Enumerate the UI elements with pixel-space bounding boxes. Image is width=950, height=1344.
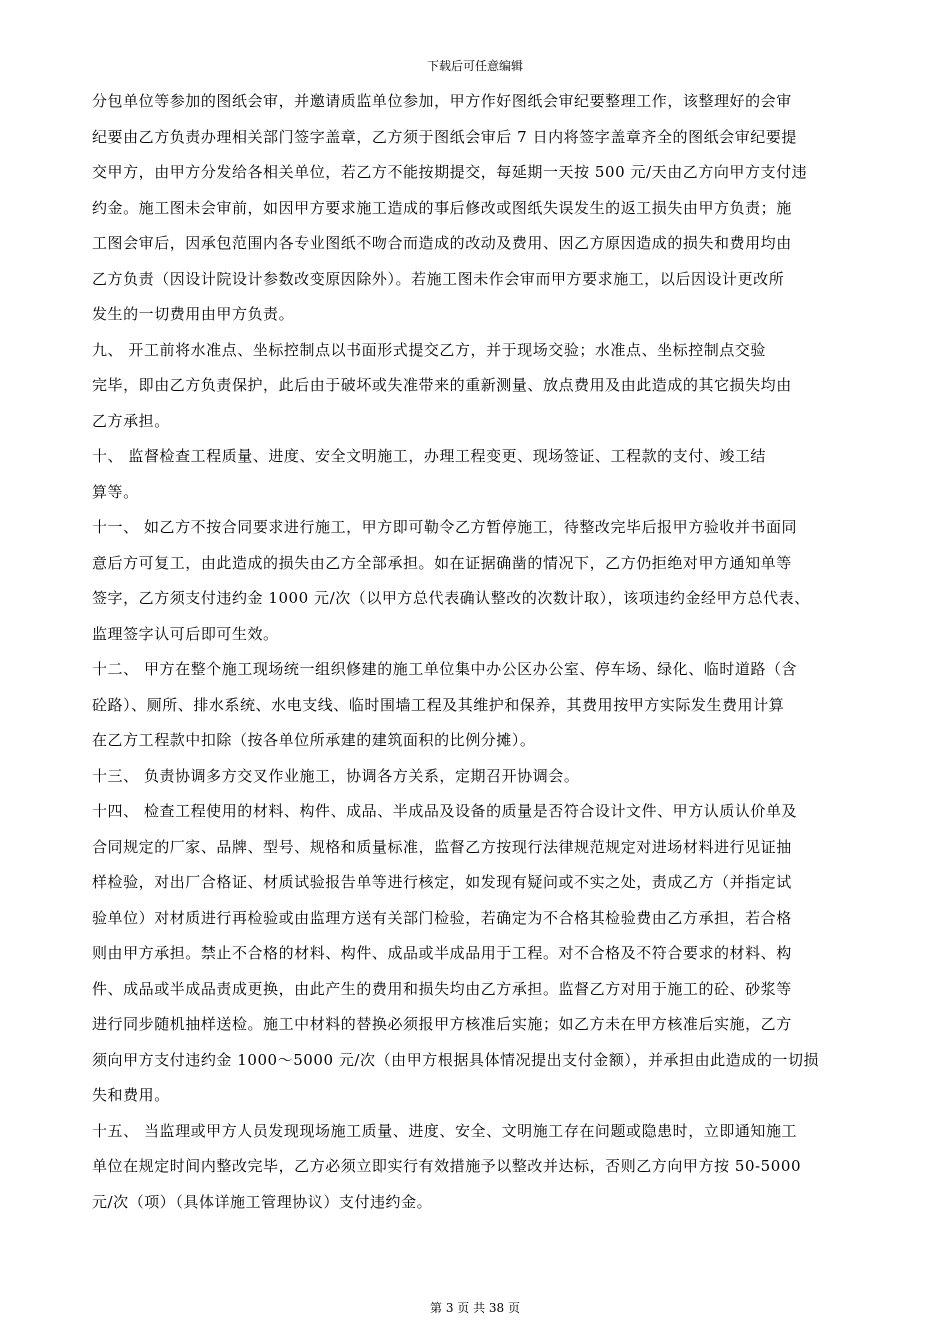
page-header: 下载后可任意编辑 [426,59,523,73]
text-line: 单位在规定时间内整改完毕，乙方必须立即实行有效措施予以整改并达标，否则乙方向甲方按 50-5000 [92,1157,802,1175]
text-line: 发生的一切费用由甲方负责。 [92,305,295,323]
text-line: 元/次（项）（具体详施工管理协议）支付违约金。 [92,1192,433,1211]
text-line: 签字，乙方须支付违约金 1000 元/次（以甲方总代表确认整改的次数计取），该项违约金经甲方总代表、 [92,589,810,607]
text-line: 监理签字认可后即可生效。 [92,624,279,643]
text-line: 乙方承担。 [92,411,170,430]
text-line: 验单位）对材质进行再检验或由监理方送有关部门检验，若确定为不合格其检验费由乙方承担，若合格 [92,908,792,927]
text-line: 砼路）、厕所、排水系统、水电支线、临时围墙工程及其维护和保养，其费用按甲方实际发生费用计算 [92,695,785,714]
text-line: 乙方负责（因设计院设计参数改变原因除外）。若施工图未作会审而甲方要求施工，以后因设计更改所 [92,269,785,288]
text-line: 十一、 如乙方不按合同要求进行施工，甲方即可勒令乙方暂停施工，待整改完毕后报甲方验收并书面同 [92,518,798,536]
text-line: 约金。施工图未会审前，如因甲方要求施工造成的事后修改或图纸失误发生的返工损失由甲方负责；施 [92,198,792,217]
text-line: 九、 开工前将水准点、坐标控制点以书面形式提交乙方，并于现场交验；水准点、坐标控制点交验 [92,340,766,359]
text-line: 纪要由乙方负责办理相关部门签字盖章，乙方须于图纸会审后 7 日内将签字盖章齐全的图纸会审纪要提 [92,127,797,146]
text-line: 样检验，对出厂合格证、材质试验报告单等进行核定，如发现有疑问或不实之处，责成乙方（并指定试 [92,873,792,891]
text-line: 算等。 [92,482,139,501]
text-line: 进行同步随机抽样送检。施工中材料的替换必须报甲方核准后实施；如乙方未在甲方核准后实施，乙方 [92,1015,792,1033]
text-line: 十三、 负责协调多方交叉作业施工，协调各方关系，定期召开协调会。 [92,766,580,785]
text-line: 工图会审后，因承包范围内各专业图纸不吻合而造成的改动及费用、因乙方原因造成的损失和费用均由 [92,234,792,252]
text-line: 十五、 当监理或甲方人员发现现场施工质量、进度、安全、文明施工存在问题或隐患时，立即通知施工 [92,1121,798,1140]
text-line: 失和费用。 [92,1086,170,1104]
text-line: 十四、 检查工程使用的材料、构件、成品、半成品及设备的质量是否符合设计文件、甲方认质认价单及 [92,802,798,820]
text-line: 则由甲方承担。禁止不合格的材料、构件、成品或半成品用于工程。对不合格及不符合要求的材料、构 [92,944,792,962]
text-line: 十、 监督检查工程质量、进度、安全文明施工，办理工程变更、现场签证、工程款的支付、竣工结 [92,447,766,465]
text-line: 意后方可复工，由此造成的损失由乙方全部承担。如在证据确凿的情况下，乙方仍拒绝对甲方通知单等 [92,553,792,572]
text-line: 须向甲方支付违约金 1000～5000 元/次（由甲方根据具体情况提出支付金额），并承担由此造成的一切损 [92,1050,820,1069]
text-line: 合同规定的厂家、品牌、型号、规格和质量标准，监督乙方按现行法律规范规定对进场材料进行见证抽 [92,837,792,856]
text-line: 件、成品或半成品责成更换，由此产生的费用和损失均由乙方承担。监督乙方对用于施工的砼、砂浆等 [92,979,792,998]
text-line: 分包单位等参加的图纸会审，并邀请质监单位参加，甲方作好图纸会审纪要整理工作，该整理好的会审 [92,92,792,110]
text-line: 交甲方，由甲方分发给各相关单位，若乙方不能按期提交，每延期一天按 500 元/天由乙方向甲方支付违 [92,163,808,181]
text-line: 完毕，即由乙方负责保护，此后由于破坏或失准带来的重新测量、放点费用及由此造成的其它损失均由 [92,376,792,394]
contract-body [92,84,862,1220]
text-line: 十二、 甲方在整个施工现场统一组织修建的施工单位集中办公区办公室、停车场、绿化、临时道路（含 [92,660,798,678]
text-line: 在乙方工程款中扣除（按各单位所承建的建筑面积的比例分摊）。 [92,731,536,749]
page-footer: 第 3 页 共 38 页 [430,1301,520,1315]
